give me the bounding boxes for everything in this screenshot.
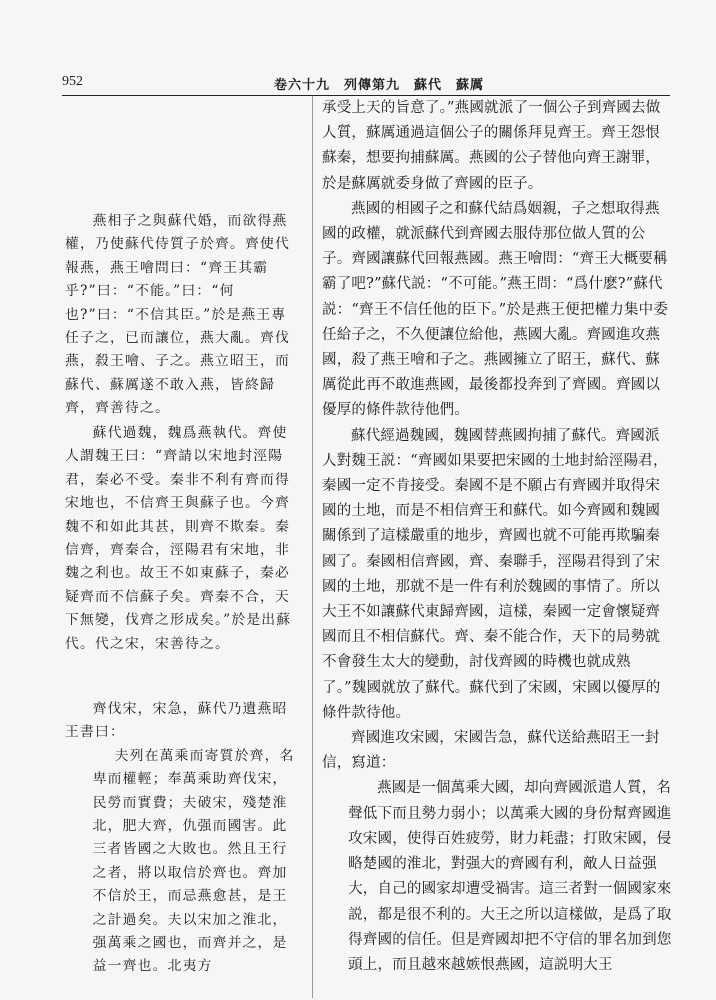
classical-text-para-3: 齊伐宋，宋急，蘇代乃遺燕昭王書曰： xyxy=(65,701,288,741)
column-divider xyxy=(312,96,313,998)
translation-para-3: 蘇代經過魏國，魏國替燕國拘捕了蘇代。齊國派人對魏王説：“齊國如果要把宋國的土地封給涇陽君，秦國一定不肯接受。秦國不是不願占有齊國并取得宋國的土地，而是不相信齊王和蘇代。如今齊國和魏國關係到了這樣嚴重的地步，齊國也就不可能再欺騙秦國了。秦國相信齊國，齊、秦聯手，涇陽君得到了宋國的土地，那就不是一件有利於魏國的事情了。所以大王不如讓蘇代東歸齊國，這樣，秦國一定會懷疑齊國而且不相信蘇代。齊、秦不能合作，天下的局勢就不會發生太大的變動，討伐齊國的時機也就成熟了。”魏國就放了蘇代。蘇代到了宋國，宋國以優厚的條件款待他。 xyxy=(322,427,668,721)
translation-column xyxy=(322,96,672,978)
left-block-2 xyxy=(65,422,301,656)
running-title: 卷六十九 列傳第九 蘇代 蘇厲 xyxy=(274,78,485,93)
classical-text-para-2: 蘇代過魏，魏爲燕執代。齊使人謂魏王曰：“齊請以宋地封涇陽君，秦必不受。秦非不利有齊而得宋地也，不信齊王與蘇子也。今齊魏不和如此其甚，則齊不欺秦。秦信齊，齊秦合，涇陽君有宋地，非魏之利也。故王不如東蘇子，秦必疑齊而不信蘇子矣。齊秦不合，天下無變，伐齊之形成矣。”於是出蘇代。代之宋，宋善待之。 xyxy=(65,425,292,652)
translation-para-1: 承受上天的旨意了。”燕國就派了一個公子到齊國去做人質，蘇厲通過這個公子的關係拜見齊王。齊王怨恨蘇秦，想要拘捕蘇厲。燕國的公子替他向齊王謝罪，於是蘇厲就委身做了齊國的臣子。 xyxy=(322,100,661,192)
page-header xyxy=(62,74,670,92)
left-block-3 xyxy=(65,698,301,979)
classical-letter-text: 夫列在萬乘而寄質於齊，名卑而權輕；奉萬乘助齊伐宋，民勞而實費；夫破宋，殘楚淮北，肥大齊，仇强而國害。此三者皆國之大敗也。然且王行之者，將以取信於齊也。齊加不信於王，而忌燕愈甚，是王之計過矣。夫以宋加之淮北，强萬乘之國也，而齊并之，是益一齊也。北夷方 xyxy=(92,747,295,975)
left-block-1 xyxy=(65,210,301,421)
classical-text-para-1: 燕相子之與蘇代婚，而欲得燕權，乃使蘇代侍質子於齊。齊使代報燕，燕王噲問曰：“齊王其霸乎?”曰：“不能。”曰：“何也?”曰：“不信其臣。”於是燕王專任子之，已而讓位，燕大亂。齊伐燕，殺王噲、子之。燕立昭王，而蘇代、蘇厲遂不敢入燕，皆終歸齊，齊善待之。 xyxy=(65,213,290,417)
translation-para-2: 燕國的相國子之和蘇代結爲姻親，子之想取得燕國的政權，就派蘇代到齊國去服侍那位做人質的公子。齊國讓蘇代回報燕國。燕王噲問：“齊王大概要稱霸了吧?”蘇代説：“不可能。”燕王問：“爲什麽?”蘇代説：“齊王不信任他的臣下。”於是燕王便把權力集中委任給子之，不久便讓位給他，燕國大亂。齊國進攻燕國，殺了燕王噲和子之。燕國擁立了昭王，蘇代、蘇厲從此再不敢進燕國，最後都投奔到了齊國。齊國以優厚的條件款待他們。 xyxy=(322,200,669,419)
translation-para-4: 齊國進攻宋國，宋國告急，蘇代送給燕昭王一封信，寫道： xyxy=(322,730,660,772)
page-number: 952 xyxy=(62,74,83,89)
translation-letter-text: 燕國是一個萬乘大國，却向齊國派遣人質，名聲低下而且勢力弱小；以萬乘大國的身份幫齊國進攻宋國，使得百姓疲勞，財力耗盡；打敗宋國，侵略楚國的淮北，對强大的齊國有利，敵人日益强大，自己的國家却遭受禍害。這三者對一個國家來説，都是很不利的。大王之所以這樣做，是爲了取得齊國的信任。但是齊國却把不守信的罪名加到您頭上，而且越來越嫉恨燕國，這説明大王 xyxy=(348,780,672,973)
